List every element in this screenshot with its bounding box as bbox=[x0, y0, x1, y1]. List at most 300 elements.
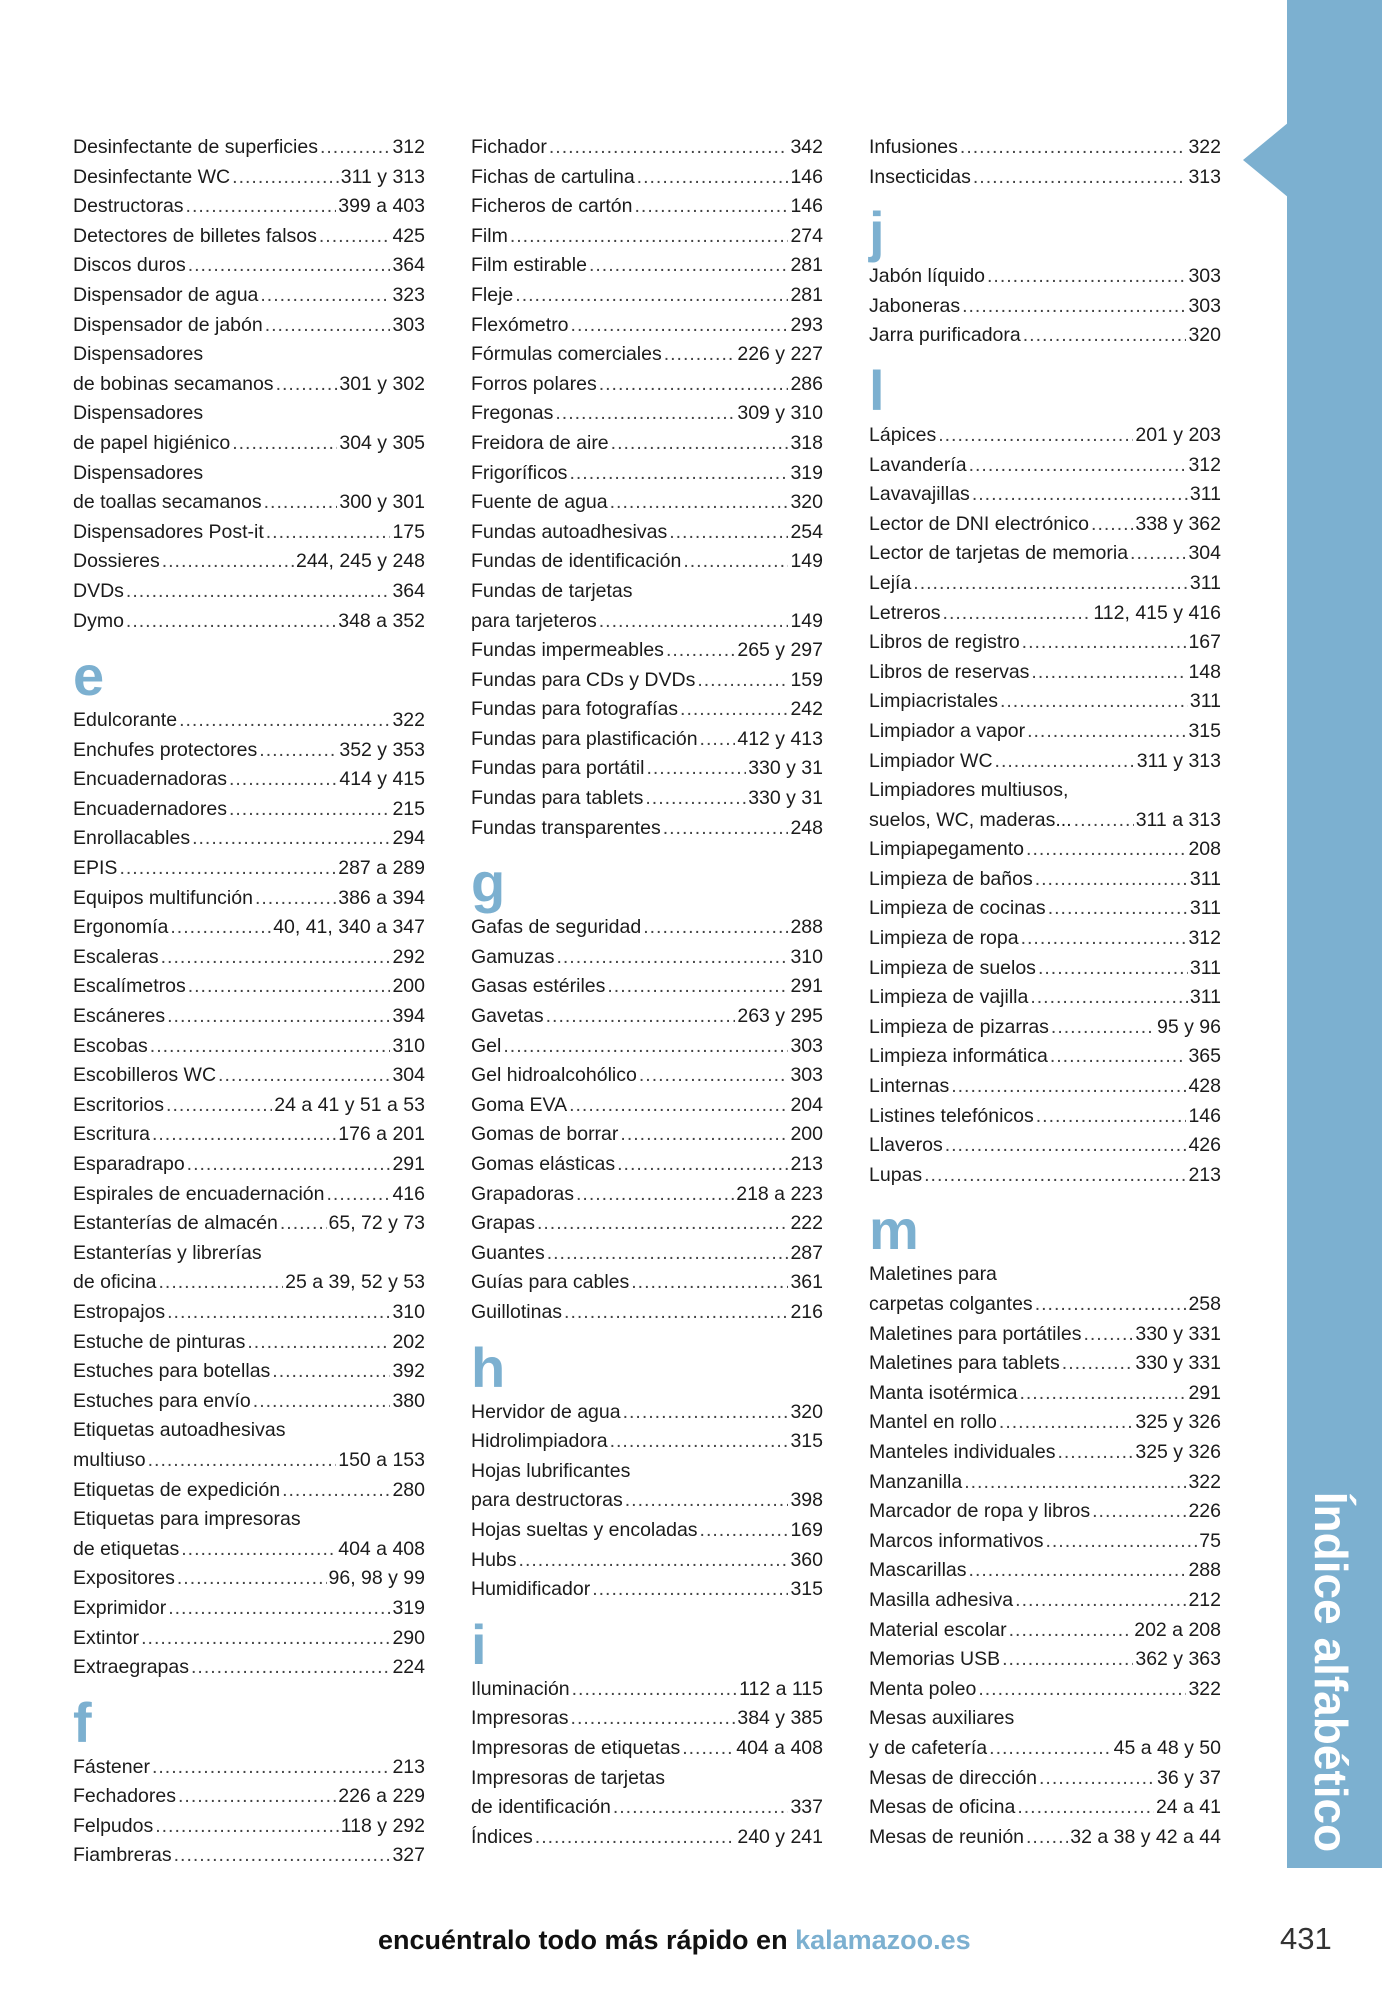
index-entry bbox=[73, 1446, 425, 1476]
entry-term: Guías para cables bbox=[471, 1271, 630, 1294]
leader-dots bbox=[589, 251, 789, 281]
index-entry bbox=[869, 1645, 1221, 1675]
entry-term: de papel higiénico bbox=[73, 431, 231, 454]
leader-dots bbox=[170, 913, 271, 943]
index-entry bbox=[869, 865, 1221, 895]
entry-term: Lavavajillas bbox=[869, 483, 970, 506]
index-entry bbox=[869, 1616, 1221, 1646]
entry-term: Memorias USB bbox=[869, 1648, 1001, 1671]
entry-pages: 327 bbox=[392, 1844, 425, 1867]
leader-dots bbox=[635, 192, 789, 222]
index-entry bbox=[471, 311, 823, 341]
entry-pages: 365 bbox=[1188, 1045, 1221, 1068]
entry-pages: 304 y 305 bbox=[339, 431, 425, 454]
entry-term: Lápices bbox=[869, 423, 937, 446]
index-entry bbox=[73, 1841, 425, 1871]
entry-term: Maletines para portátiles bbox=[869, 1322, 1082, 1345]
entry-term: Gomas de borrar bbox=[471, 1123, 619, 1146]
index-entry bbox=[73, 1812, 425, 1842]
index-entry bbox=[869, 835, 1221, 865]
leader-dots bbox=[232, 429, 337, 459]
entry-pages: 24 a 41 y 51 a 53 bbox=[274, 1093, 425, 1116]
entry-pages: 425 bbox=[392, 224, 425, 247]
entry-term: Estanterías y librerías bbox=[73, 1241, 262, 1264]
leader-dots bbox=[515, 281, 788, 311]
index-entry bbox=[471, 1516, 823, 1546]
index-entry bbox=[869, 1438, 1221, 1468]
index-entry bbox=[471, 913, 823, 943]
leader-dots bbox=[999, 1408, 1133, 1438]
index-entry bbox=[73, 1061, 425, 1091]
index-entry bbox=[73, 1505, 425, 1535]
entry-term: Maletines para tablets bbox=[869, 1352, 1060, 1375]
index-entry bbox=[73, 133, 425, 163]
entry-pages: 200 bbox=[392, 975, 425, 998]
entry-term: Escaleras bbox=[73, 945, 159, 968]
leader-dots bbox=[569, 459, 788, 489]
index-entry bbox=[73, 913, 425, 943]
leader-dots bbox=[181, 1535, 336, 1565]
index-entry bbox=[73, 311, 425, 341]
index-entry bbox=[869, 1675, 1221, 1705]
entry-pages: 392 bbox=[392, 1360, 425, 1383]
entry-pages: 175 bbox=[392, 520, 425, 543]
entry-term: multiuso bbox=[73, 1448, 146, 1471]
entry-term: Fiambreras bbox=[73, 1844, 172, 1867]
entry-term: Encuadernadores bbox=[73, 797, 227, 820]
entry-pages: 244, 245 y 248 bbox=[295, 550, 425, 573]
leader-dots bbox=[166, 1091, 272, 1121]
entry-term: Gasas estériles bbox=[471, 975, 606, 998]
index-entry bbox=[73, 577, 425, 607]
index-entry bbox=[73, 765, 425, 795]
entry-pages: 364 bbox=[392, 579, 425, 602]
entry-pages: 352 y 353 bbox=[339, 738, 425, 761]
entry-term: Goma EVA bbox=[471, 1093, 568, 1116]
entry-pages: 65, 72 y 73 bbox=[328, 1212, 425, 1235]
leader-dots bbox=[158, 1268, 283, 1298]
entry-term: de oficina bbox=[73, 1271, 157, 1294]
entry-pages: 404 a 408 bbox=[338, 1537, 425, 1560]
index-entry bbox=[471, 340, 823, 370]
index-column-1 bbox=[73, 133, 425, 1871]
index-entry bbox=[73, 1268, 425, 1298]
index-entry bbox=[73, 795, 425, 825]
entry-term: Fregonas bbox=[471, 402, 554, 425]
leader-dots bbox=[272, 1357, 390, 1387]
entry-term: EPIS bbox=[73, 857, 118, 880]
entry-pages: 323 bbox=[392, 283, 425, 306]
leader-dots bbox=[913, 569, 1188, 599]
leader-dots bbox=[564, 1298, 788, 1328]
leader-dots bbox=[683, 547, 788, 577]
leader-dots bbox=[572, 1675, 738, 1705]
index-entry bbox=[73, 1120, 425, 1150]
entry-term: Dispensador de jabón bbox=[73, 313, 263, 336]
leader-dots bbox=[1022, 628, 1187, 658]
entry-pages: 242 bbox=[790, 698, 823, 721]
leader-dots bbox=[987, 262, 1186, 292]
entry-pages: 428 bbox=[1188, 1075, 1221, 1098]
entry-term: Hidrolimpiadora bbox=[471, 1430, 608, 1453]
leader-dots bbox=[972, 480, 1188, 510]
leader-dots bbox=[319, 222, 391, 252]
entry-pages: 342 bbox=[790, 136, 823, 158]
entry-term: Gavetas bbox=[471, 1005, 544, 1028]
entry-pages: 364 bbox=[392, 254, 425, 277]
index-entry bbox=[869, 687, 1221, 717]
entry-pages: 290 bbox=[392, 1626, 425, 1649]
entry-pages: 258 bbox=[1188, 1293, 1221, 1315]
entry-pages: 412 y 413 bbox=[737, 727, 823, 750]
leader-dots bbox=[547, 1239, 789, 1269]
index-entry bbox=[869, 717, 1221, 747]
index-entry bbox=[869, 954, 1221, 984]
entry-term: Mantel en rollo bbox=[869, 1411, 997, 1434]
entry-pages: 202 a 208 bbox=[1134, 1618, 1221, 1641]
entry-pages: 216 bbox=[790, 1300, 823, 1323]
leader-dots bbox=[646, 754, 746, 784]
sidebar-notch bbox=[1243, 122, 1289, 198]
index-entry bbox=[471, 163, 823, 193]
entry-pages: 208 bbox=[1188, 838, 1221, 861]
index-entry bbox=[471, 607, 823, 637]
index-entry bbox=[869, 1349, 1221, 1379]
entry-term: Dymo bbox=[73, 609, 124, 632]
entry-pages: 319 bbox=[392, 1596, 425, 1619]
entry-term: para tarjeteros bbox=[471, 609, 597, 632]
index-entry bbox=[73, 706, 425, 736]
index-entry bbox=[471, 1061, 823, 1091]
entry-term: Infusiones bbox=[869, 136, 958, 158]
index-entry bbox=[869, 1042, 1221, 1072]
leader-dots bbox=[610, 1427, 789, 1457]
leader-dots bbox=[969, 1556, 1187, 1586]
index-entry bbox=[471, 459, 823, 489]
entry-pages: 318 bbox=[790, 431, 823, 454]
entry-term: Freidora de aire bbox=[471, 431, 609, 454]
entry-term: Extraegrapas bbox=[73, 1656, 189, 1679]
entry-pages: 265 y 297 bbox=[737, 639, 823, 662]
leader-dots bbox=[1026, 835, 1186, 865]
entry-term: Impresoras de tarjetas bbox=[471, 1766, 666, 1789]
index-entry bbox=[471, 1457, 823, 1487]
entry-term: Dispensador de agua bbox=[73, 283, 259, 306]
index-entry bbox=[869, 163, 1221, 193]
index-entry bbox=[869, 628, 1221, 658]
footer-brand-link[interactable]: kalamazoo.es bbox=[795, 1925, 971, 1955]
index-entry bbox=[73, 1328, 425, 1358]
index-entry bbox=[471, 577, 823, 607]
leader-dots bbox=[697, 666, 788, 696]
leader-dots bbox=[1092, 1497, 1186, 1527]
leader-dots bbox=[569, 1091, 788, 1121]
leader-dots bbox=[152, 1120, 336, 1150]
entry-term: Fundas para fotografías bbox=[471, 698, 679, 721]
entry-pages: 303 bbox=[1188, 265, 1221, 288]
leader-dots bbox=[1035, 865, 1188, 895]
index-entry bbox=[869, 1734, 1221, 1764]
entry-term: Fundas transparentes bbox=[471, 816, 661, 839]
leader-dots bbox=[186, 192, 337, 222]
index-entry bbox=[471, 1704, 823, 1734]
entry-pages: 311 y 313 bbox=[1136, 749, 1221, 772]
entry-term: Limpieza de ropa bbox=[869, 927, 1019, 950]
entry-term: Jarra purificadora bbox=[869, 324, 1021, 347]
entry-pages: 330 y 31 bbox=[748, 787, 823, 810]
entry-term: Dispensadores bbox=[73, 402, 204, 425]
leader-dots bbox=[663, 814, 789, 844]
entry-term: Gamuzas bbox=[471, 945, 555, 968]
entry-term: Gel hidroalcohólico bbox=[471, 1064, 637, 1087]
index-entry bbox=[869, 262, 1221, 292]
entry-pages: 322 bbox=[1188, 1470, 1221, 1493]
index-entry bbox=[73, 1416, 425, 1446]
index-entry bbox=[471, 1823, 823, 1853]
entry-term: Escobas bbox=[73, 1034, 148, 1057]
entry-term: Fástener bbox=[73, 1755, 150, 1778]
index-entry bbox=[471, 547, 823, 577]
index-entry bbox=[471, 1675, 823, 1705]
entry-pages: 293 bbox=[790, 313, 823, 336]
entry-pages: 167 bbox=[1188, 631, 1221, 654]
entry-pages: 215 bbox=[392, 797, 425, 820]
index-entry bbox=[471, 943, 823, 973]
entry-term: Gomas elásticas bbox=[471, 1153, 616, 1175]
leader-dots bbox=[255, 884, 336, 914]
index-entry bbox=[73, 1180, 425, 1210]
entry-pages: 426 bbox=[1188, 1134, 1221, 1157]
entry-term: Escritorios bbox=[73, 1093, 165, 1116]
index-entry bbox=[471, 1180, 823, 1210]
entry-pages: 322 bbox=[392, 709, 425, 732]
entry-term: Lupas bbox=[869, 1163, 923, 1186]
leader-dots bbox=[1050, 1042, 1187, 1072]
index-entry bbox=[869, 1320, 1221, 1350]
leader-dots bbox=[599, 607, 789, 637]
entry-term: Dossieres bbox=[73, 550, 160, 573]
leader-dots bbox=[1019, 1379, 1186, 1409]
index-entry bbox=[869, 421, 1221, 451]
entry-term: Mesas de dirección bbox=[869, 1766, 1037, 1789]
entry-term: Manzanilla bbox=[869, 1470, 963, 1493]
index-column-2 bbox=[471, 133, 823, 1852]
entry-term: Fundas impermeables bbox=[471, 639, 664, 662]
index-entry bbox=[869, 1556, 1221, 1586]
entry-term: Limpieza informática bbox=[869, 1045, 1048, 1068]
entry-pages: 226 a 229 bbox=[338, 1785, 425, 1808]
leader-dots bbox=[599, 370, 789, 400]
entry-pages: 213 bbox=[392, 1755, 425, 1778]
index-entry bbox=[869, 776, 1221, 806]
entry-term: Lejía bbox=[869, 571, 912, 594]
entry-term: Letreros bbox=[869, 601, 941, 624]
entry-term: Edulcorante bbox=[73, 709, 178, 732]
entry-pages: 398 bbox=[790, 1489, 823, 1512]
entry-term: Limpieza de baños bbox=[869, 867, 1033, 890]
entry-term: Gafas de seguridad bbox=[471, 916, 642, 939]
index-entry bbox=[471, 488, 823, 518]
entry-pages: 304 bbox=[1188, 542, 1221, 565]
index-entry bbox=[73, 824, 425, 854]
entry-term: Hojas sueltas y encoladas bbox=[471, 1518, 698, 1541]
entry-pages: 313 bbox=[1188, 165, 1221, 188]
leader-dots bbox=[119, 854, 336, 884]
entry-term: Dispensadores bbox=[73, 461, 204, 484]
entry-term: Felpudos bbox=[73, 1814, 154, 1837]
entry-term: Etiquetas autoadhesivas bbox=[73, 1419, 286, 1442]
leader-dots bbox=[625, 1486, 789, 1516]
index-entry bbox=[869, 747, 1221, 777]
entry-term: Manta isotérmica bbox=[869, 1381, 1018, 1404]
index-entry bbox=[73, 1624, 425, 1654]
entry-pages: 311 bbox=[1189, 956, 1221, 979]
section-letter: i bbox=[471, 1612, 487, 1676]
entry-term: Fechadores bbox=[73, 1785, 176, 1808]
leader-dots bbox=[282, 1476, 390, 1506]
entry-term: Jabón líquido bbox=[869, 265, 986, 288]
leader-dots bbox=[192, 824, 390, 854]
leader-dots bbox=[126, 607, 336, 637]
entry-term: Estuches para envío bbox=[73, 1389, 251, 1412]
entry-pages: 360 bbox=[790, 1548, 823, 1571]
index-entry bbox=[471, 1120, 823, 1150]
index-entry bbox=[471, 1002, 823, 1032]
entry-term: de toallas secamanos bbox=[73, 491, 262, 514]
index-entry bbox=[73, 340, 425, 370]
index-entry bbox=[73, 1298, 425, 1328]
entry-pages: 303 bbox=[392, 313, 425, 336]
entry-pages: 281 bbox=[790, 254, 823, 277]
entry-term: Etiquetas para impresoras bbox=[73, 1508, 301, 1531]
index-entry bbox=[471, 251, 823, 281]
entry-pages: 320 bbox=[1188, 324, 1221, 347]
leader-dots bbox=[617, 1150, 788, 1180]
index-entry bbox=[869, 1468, 1221, 1498]
entry-pages: 291 bbox=[1188, 1381, 1221, 1404]
entry-term: suelos, WC, maderas... bbox=[869, 808, 1072, 831]
entry-pages: 150 a 153 bbox=[338, 1448, 425, 1471]
entry-pages: 386 a 394 bbox=[338, 886, 425, 909]
index-entry bbox=[471, 429, 823, 459]
leader-dots bbox=[1062, 1349, 1134, 1379]
leader-dots bbox=[610, 488, 789, 518]
index-entry bbox=[73, 1032, 425, 1062]
entry-term: Fórmulas comerciales bbox=[471, 343, 662, 366]
leader-dots bbox=[669, 518, 788, 548]
entry-pages: 288 bbox=[1188, 1559, 1221, 1582]
entry-pages: 330 y 331 bbox=[1135, 1352, 1221, 1375]
entry-pages: 226 y 227 bbox=[737, 343, 823, 366]
entry-pages: 322 bbox=[1188, 136, 1221, 158]
entry-pages: 303 bbox=[1188, 294, 1221, 317]
index-entry bbox=[471, 1734, 823, 1764]
entry-term: Impresoras de etiquetas bbox=[471, 1736, 681, 1759]
index-entry bbox=[869, 1290, 1221, 1320]
index-entry bbox=[869, 321, 1221, 351]
entry-term: Desinfectante de superficies bbox=[73, 136, 318, 158]
index-entry bbox=[471, 1032, 823, 1062]
entry-term: Estropajos bbox=[73, 1300, 166, 1323]
index-entry bbox=[73, 1002, 425, 1032]
entry-pages: 300 y 301 bbox=[339, 491, 425, 514]
leader-dots bbox=[1091, 510, 1133, 540]
index-entry bbox=[471, 518, 823, 548]
entry-pages: 303 bbox=[790, 1034, 823, 1057]
entry-term: Manteles individuales bbox=[869, 1440, 1056, 1463]
entry-term: Limpiador a vapor bbox=[869, 719, 1026, 742]
leader-dots bbox=[150, 1032, 391, 1062]
index-entry bbox=[471, 192, 823, 222]
index-entry bbox=[471, 1546, 823, 1576]
entry-term: Guillotinas bbox=[471, 1300, 563, 1323]
entry-term: Expositores bbox=[73, 1567, 175, 1590]
leader-dots bbox=[519, 1546, 789, 1576]
entry-term: Fundas para CDs y DVDs bbox=[471, 668, 696, 691]
entry-term: Film bbox=[471, 224, 508, 247]
leader-dots bbox=[265, 311, 391, 341]
entry-term: Fundas de tarjetas bbox=[471, 579, 633, 602]
leader-dots bbox=[155, 1812, 339, 1842]
index-entry bbox=[869, 1764, 1221, 1794]
entry-pages: 36 y 37 bbox=[1157, 1766, 1221, 1789]
leader-dots bbox=[1015, 1586, 1186, 1616]
entry-pages: 96, 98 y 99 bbox=[328, 1567, 425, 1590]
leader-dots bbox=[1009, 1616, 1133, 1646]
entry-pages: 309 y 310 bbox=[737, 402, 823, 425]
entry-pages: 311 bbox=[1189, 986, 1221, 1009]
leader-dots bbox=[168, 1594, 390, 1624]
leader-dots bbox=[645, 784, 746, 814]
leader-dots bbox=[1036, 1102, 1187, 1132]
entry-term: Exprimidor bbox=[73, 1596, 167, 1619]
entry-pages: 112 a 115 bbox=[739, 1677, 823, 1700]
leader-dots bbox=[218, 1061, 390, 1091]
entry-pages: 414 y 415 bbox=[339, 768, 425, 791]
leader-dots bbox=[546, 1002, 736, 1032]
leader-dots bbox=[1002, 1645, 1133, 1675]
entry-term: Escobilleros WC bbox=[73, 1064, 217, 1087]
entry-pages: 213 bbox=[1188, 1163, 1221, 1186]
entry-pages: 204 bbox=[790, 1093, 823, 1116]
index-entry bbox=[869, 1527, 1221, 1557]
index-entry bbox=[73, 1357, 425, 1387]
index-entry bbox=[471, 1427, 823, 1457]
index-entry bbox=[73, 607, 425, 637]
entry-pages: 304 bbox=[392, 1064, 425, 1087]
entry-term: Mascarillas bbox=[869, 1559, 967, 1582]
index-entry bbox=[73, 192, 425, 222]
entry-pages: 348 a 352 bbox=[338, 609, 425, 632]
leader-dots bbox=[1030, 983, 1188, 1013]
leader-dots bbox=[1026, 1823, 1068, 1853]
entry-term: Forros polares bbox=[471, 372, 597, 395]
index-entry bbox=[471, 281, 823, 311]
leader-dots bbox=[161, 943, 391, 973]
entry-term: Mesas de oficina bbox=[869, 1796, 1016, 1819]
entry-pages: 222 bbox=[790, 1212, 823, 1235]
entry-pages: 312 bbox=[1188, 927, 1221, 950]
entry-term: carpetas colgantes bbox=[869, 1293, 1033, 1315]
leader-dots bbox=[995, 747, 1135, 777]
leader-dots bbox=[259, 736, 337, 766]
entry-pages: 301 y 302 bbox=[339, 372, 425, 395]
leader-dots bbox=[682, 1734, 734, 1764]
entry-term: Estuches para botellas bbox=[73, 1360, 271, 1383]
leader-dots bbox=[535, 1823, 736, 1853]
entry-term: Estuche de pinturas bbox=[73, 1330, 246, 1353]
index-entry bbox=[73, 459, 425, 489]
